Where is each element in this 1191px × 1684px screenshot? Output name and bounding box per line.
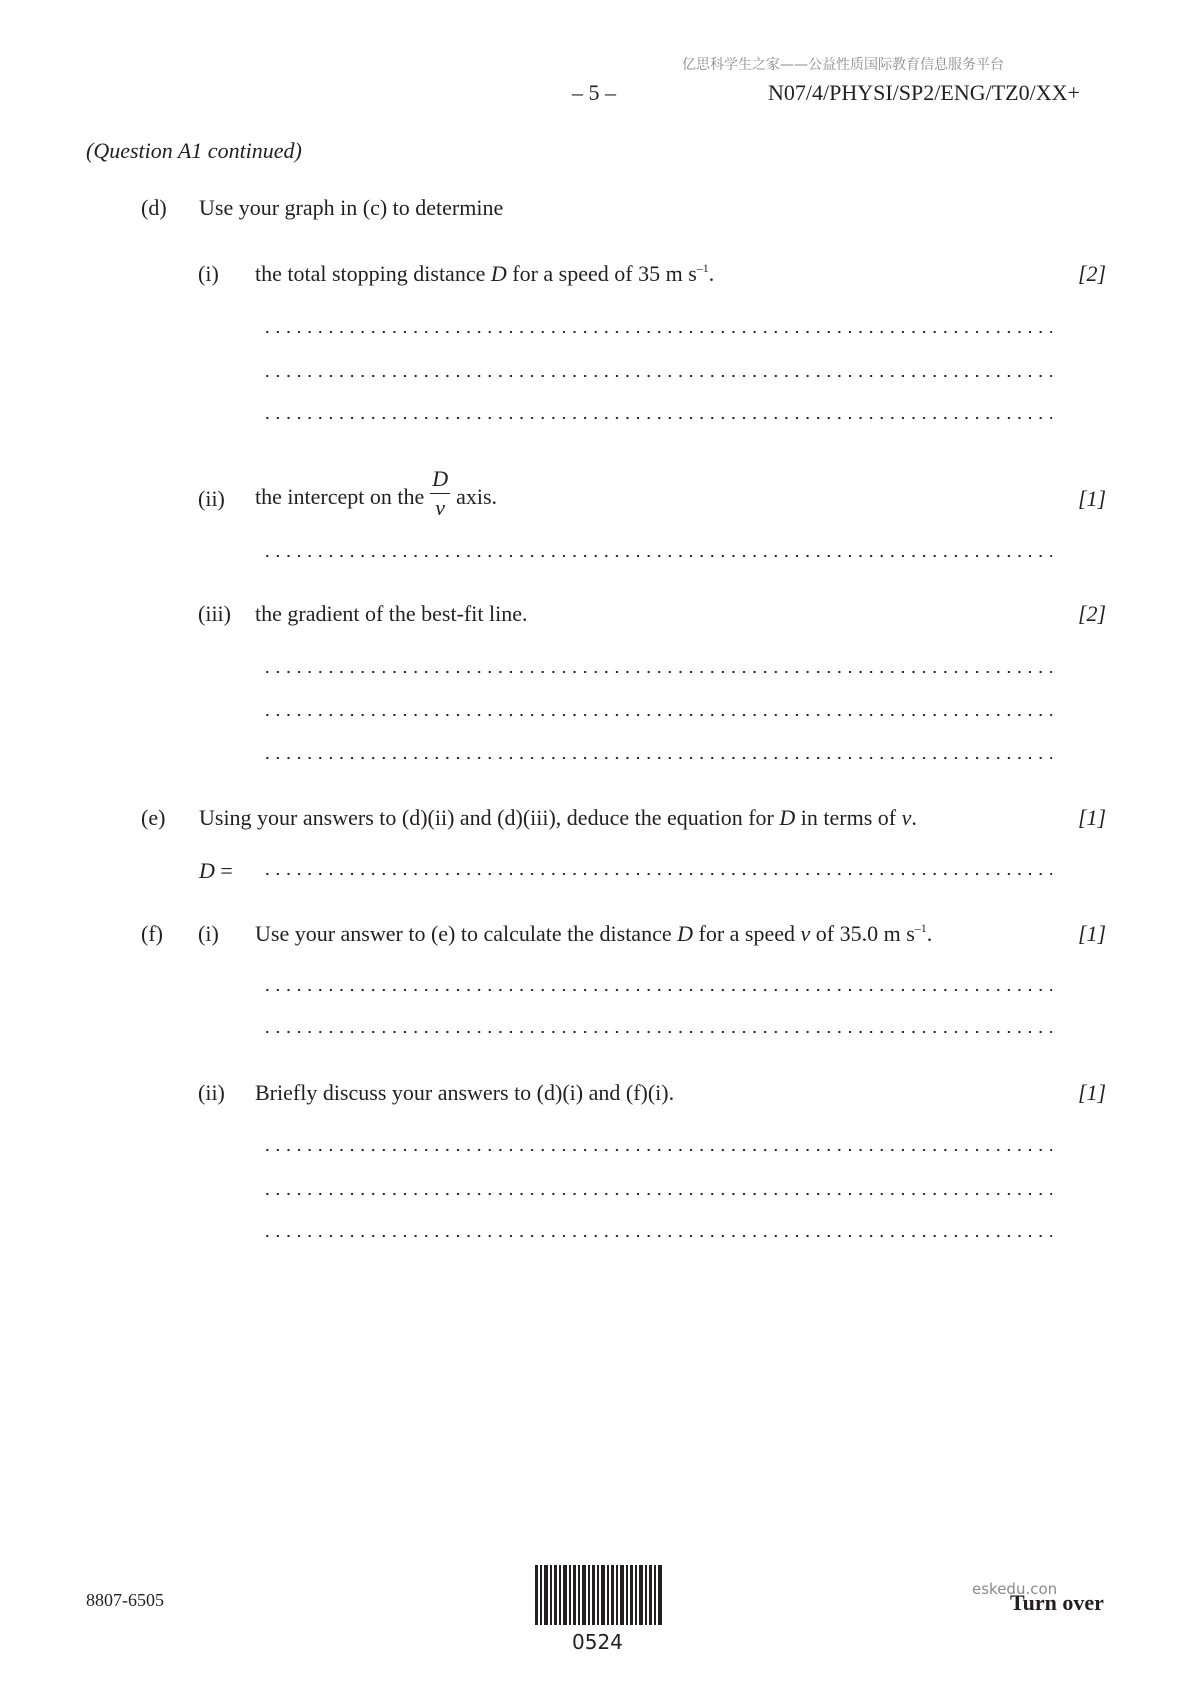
part-d-i-label: (i) <box>198 261 219 286</box>
part-d-ii-marks: [1] <box>1078 486 1107 511</box>
part-f-i-text: Use your answer to (e) to calculate the distance D for a speed v of 35.0 m $s^{-1}$. <box>255 921 933 946</box>
part-d-ii-label: (ii) <box>198 486 225 511</box>
turn-over-label: Turn over <box>1010 1590 1104 1615</box>
continued-heading: (Question A1 continued) <box>86 138 302 163</box>
exam-code: N07/4/PHYSI/SP2/ENG/TZ0/XX+ <box>768 80 1080 105</box>
part-f-ii-marks: [1] <box>1078 1080 1107 1105</box>
part-e-answer-label: D = <box>199 858 233 883</box>
part-d-label: (d) <box>141 195 167 220</box>
part-f-ii-text: Briefly discuss your answers to (d)(i) and (f)(i). <box>255 1080 675 1105</box>
part-d-iii-text: the gradient of the best-fit line. <box>255 601 528 626</box>
barcode-number: 0524 <box>572 1630 623 1654</box>
answer-line <box>262 330 1052 334</box>
part-f-i-label: (i) <box>198 921 219 946</box>
answer-line <box>262 374 1052 378</box>
paper-code: 8807-6505 <box>86 1590 164 1610</box>
answer-line <box>262 756 1052 760</box>
answer-line <box>262 670 1052 674</box>
fraction-d-over-v: $\frac{D}{v}$ <box>432 465 449 520</box>
watermark-bottom: eskedu.con <box>972 1580 1058 1598</box>
part-f-i-marks: [1] <box>1078 921 1107 946</box>
part-d-ii-text: the intercept on the $\frac{D}{v}$ axis. <box>255 465 498 520</box>
part-e-label: (e) <box>141 805 166 830</box>
answer-line <box>262 988 1052 992</box>
part-d-i-text: the total stopping distance D for a speed of 35 m $s^{-1}$. <box>255 261 715 286</box>
part-f-ii-label: (ii) <box>198 1080 225 1105</box>
answer-line <box>262 554 1052 558</box>
answer-line <box>262 1148 1052 1152</box>
part-d-iii-marks: [2] <box>1078 601 1107 626</box>
answer-line <box>262 872 1052 876</box>
part-e-text: Using your answers to (d)(ii) and (d)(iii), deduce the equation for D in terms of v. <box>199 805 917 830</box>
answer-line <box>262 1192 1052 1196</box>
watermark-top: 亿思科学生之家——公益性质国际教育信息服务平台 <box>682 57 1004 73</box>
part-f-label: (f) <box>141 921 163 946</box>
answer-line <box>262 1030 1052 1034</box>
answer-line <box>262 713 1052 717</box>
part-d-i-marks: [2] <box>1078 261 1107 286</box>
page-number: – 5 – <box>572 80 616 105</box>
answer-line <box>262 1234 1052 1238</box>
barcode-image <box>535 1565 665 1625</box>
part-d-iii-label: (iii) <box>198 601 231 626</box>
part-e-marks: [1] <box>1078 805 1107 830</box>
part-d-text: Use your graph in (c) to determine <box>199 195 504 220</box>
answer-line <box>262 416 1052 420</box>
